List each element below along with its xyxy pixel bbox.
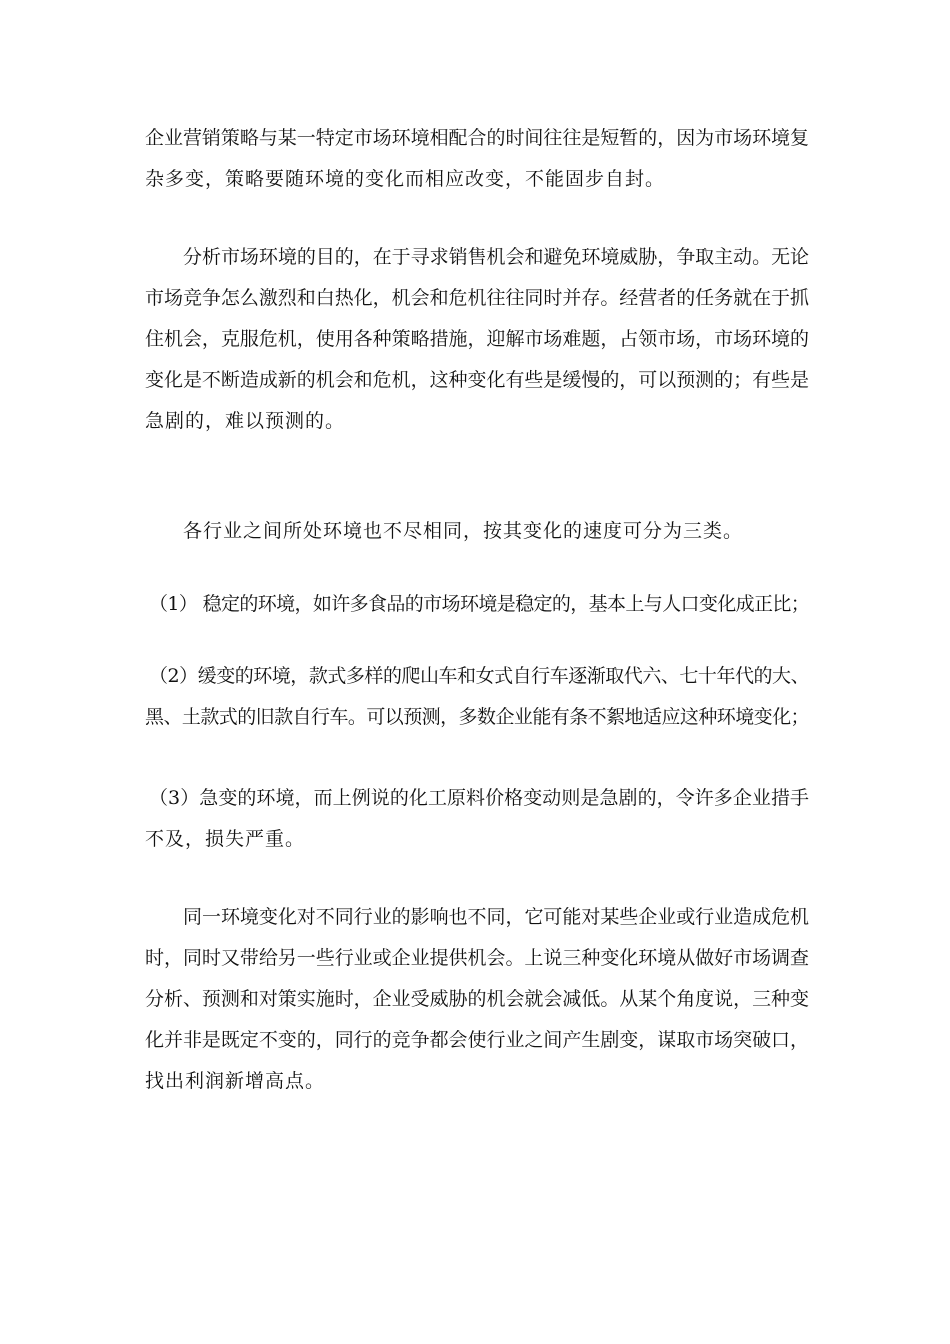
paragraph-line-text: 分析市场环境的目的，在于寻求销售机会和避免环境威胁，争取主动。无论 [183,246,810,268]
paragraph-line: 市场竞争怎么激烈和白热化，机会和危机往往同时并存。经营者的任务就在于抓 [145,287,810,309]
paragraph-4 [145,897,809,1102]
paragraph-line: 急剧的，难以预测的。 [145,410,346,432]
paragraph-2 [145,237,809,442]
paragraph-line: 化并非是既定不变的，同行的竞争都会使行业之间产生剧变，谋取市场突破口， [145,1029,810,1051]
paragraph-line-text: 同一环境变化对不同行业的影响也不同，它可能对某些企业或行业造成危机 [183,906,810,928]
paragraph-line: 黑、土款式的旧款自行车。可以预测，多数企业能有条不絮地适应这种环境变化； [145,706,810,728]
list-item-3 [145,778,809,860]
paragraph-3 [145,511,809,552]
paragraph-line: 住机会，克服危机，使用各种策略措施，迎解市场难题，占领市场，市场环境的 [145,328,810,350]
paragraph-line: 找出利润新增高点。 [145,1070,326,1092]
list-item-1 [145,584,809,625]
paragraph-line: 不及，损失严重。 [145,828,306,850]
paragraph-line [145,237,809,278]
paragraph-line: 杂多变，策略要随环境的变化而相应改变，不能固步自封。 [145,168,666,190]
paragraph-line: （3）急变的环境，而上例说的化工原料价格变动则是急剧的，令许多企业措手 [149,787,810,809]
paragraph-line: 分析、预测和对策实施时，企业受威胁的机会就会减低。从某个角度说，三种变 [145,988,810,1010]
paragraph-line: 企业营销策略与某一特定市场环境相配合的时间往往是短暂的，因为市场环境复 [145,127,810,149]
paragraph-line: 变化是不断造成新的机会和危机，这种变化有些是缓慢的，可以预测的；有些是 [145,369,810,391]
paragraph-1 [145,118,809,200]
paragraph-line [145,897,809,938]
paragraph-line [145,511,809,552]
paragraph-line: 时，同时又带给另一些行业或企业提供机会。上说三种变化环境从做好市场调查 [145,947,810,969]
paragraph-line: （1） 稳定的环境，如许多食品的市场环境是稳定的，基本上与人口变化成正比； [149,593,810,615]
paragraph-line-text: 各行业之间所处环境也不尽相同，按其变化的速度可分为三类。 [183,520,744,542]
paragraph-line: （2）缓变的环境，款式多样的爬山车和女式自行车逐渐取代六、七十年代的大、 [149,665,810,687]
list-item-2 [145,656,809,738]
